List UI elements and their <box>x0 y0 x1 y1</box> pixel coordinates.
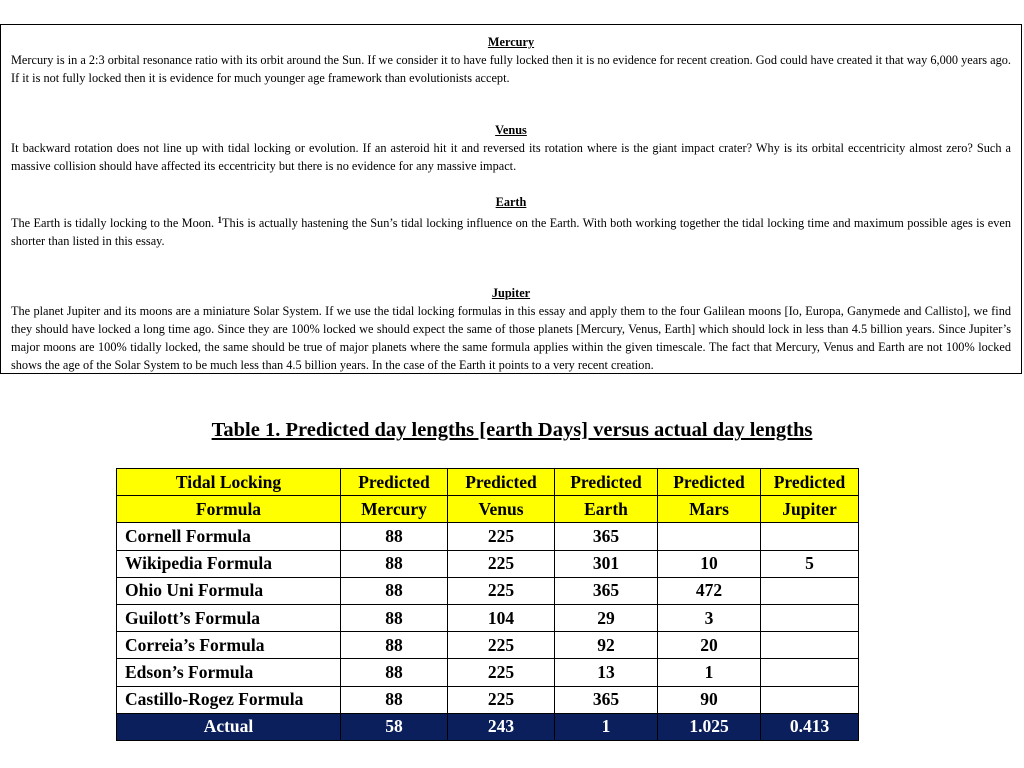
header-cell: Mars <box>658 496 761 523</box>
value-cell: 225 <box>448 550 555 577</box>
header-cell: Jupiter <box>761 496 859 523</box>
actual-value-cell: 1 <box>555 713 658 740</box>
day-length-table <box>116 468 859 741</box>
table-title: Table 1. Predicted day lengths [earth Days] versus actual day lengths <box>211 419 813 441</box>
value-cell <box>761 604 859 631</box>
header-row <box>117 469 859 496</box>
value-cell: 88 <box>341 604 448 631</box>
notes-box <box>0 24 1022 374</box>
value-cell: 1 <box>658 659 761 686</box>
header-cell: Predicted <box>448 469 555 496</box>
table-row <box>117 686 859 713</box>
value-cell: 225 <box>448 686 555 713</box>
value-cell: 88 <box>341 632 448 659</box>
header-cell: Predicted <box>555 469 658 496</box>
jupiter-title: Jupiter <box>491 286 531 300</box>
value-cell: 88 <box>341 523 448 550</box>
earth-body-before: The Earth is tidally locking to the Moon. <box>11 216 215 230</box>
value-cell: 92 <box>555 632 658 659</box>
formula-cell: Cornell Formula <box>117 523 341 550</box>
value-cell: 29 <box>555 604 658 631</box>
earth-body <box>11 211 1011 250</box>
value-cell: 301 <box>555 550 658 577</box>
header-cell: Predicted <box>341 469 448 496</box>
earth-title: Earth <box>495 195 527 209</box>
table-row <box>117 577 859 604</box>
formula-cell: Correia’s Formula <box>117 632 341 659</box>
value-cell: 88 <box>341 577 448 604</box>
actual-value-cell: 243 <box>448 713 555 740</box>
formula-cell: Castillo-Rogez Formula <box>117 686 341 713</box>
mercury-section <box>11 33 1011 87</box>
value-cell: 88 <box>341 659 448 686</box>
value-cell <box>761 577 859 604</box>
actual-row <box>117 713 859 740</box>
mercury-title: Mercury <box>487 35 535 49</box>
value-cell: 5 <box>761 550 859 577</box>
actual-value-cell: 1.025 <box>658 713 761 740</box>
value-cell: 365 <box>555 577 658 604</box>
header-cell: Predicted <box>658 469 761 496</box>
header-cell: Mercury <box>341 496 448 523</box>
actual-label-cell: Actual <box>117 713 341 740</box>
table-header <box>117 469 859 523</box>
actual-value-cell: 0.413 <box>761 713 859 740</box>
value-cell: 104 <box>448 604 555 631</box>
jupiter-section <box>11 284 1011 374</box>
venus-section <box>11 121 1011 175</box>
header-row <box>117 496 859 523</box>
header-cell: Formula <box>117 496 341 523</box>
value-cell: 225 <box>448 577 555 604</box>
earth-body-after: This is actually hastening the Sun’s tidal locking influence on the Earth. With both working together the tidal locking time and maximum possible ages is even shorter than listed in this essay. <box>11 216 1011 248</box>
value-cell <box>761 686 859 713</box>
header-cell: Earth <box>555 496 658 523</box>
mercury-body: Mercury is in a 2:3 orbital resonance ratio with its orbit around the Sun. If we consider it to have fully locked then it is no evidence for recent creation. God could have created it that way 6,000 years ago. If it is not fully locked then it is evidence for much younger age framework than evolutionists accept. <box>11 53 1011 85</box>
formula-cell: Edson’s Formula <box>117 659 341 686</box>
value-cell <box>761 523 859 550</box>
earth-section <box>11 193 1011 250</box>
venus-body: It backward rotation does not line up with tidal locking or evolution. If an asteroid hit it and reversed its rotation where is the giant impact crater? Why is its orbital eccentricity almost zero? Such a massive collision should have affected its eccentricity but there is no evidence for any massive impact. <box>11 141 1011 173</box>
value-cell <box>658 523 761 550</box>
value-cell: 88 <box>341 686 448 713</box>
value-cell: 10 <box>658 550 761 577</box>
table-row <box>117 550 859 577</box>
formula-cell: Guilott’s Formula <box>117 604 341 631</box>
table-row <box>117 523 859 550</box>
table-body <box>117 523 859 741</box>
venus-title: Venus <box>495 123 527 137</box>
table-row <box>117 604 859 631</box>
earth-footnote-marker: 1 <box>217 215 223 225</box>
value-cell <box>761 659 859 686</box>
value-cell: 365 <box>555 686 658 713</box>
value-cell: 88 <box>341 550 448 577</box>
value-cell: 13 <box>555 659 658 686</box>
value-cell: 365 <box>555 523 658 550</box>
header-cell: Venus <box>448 496 555 523</box>
value-cell: 225 <box>448 659 555 686</box>
value-cell: 90 <box>658 686 761 713</box>
value-cell: 225 <box>448 632 555 659</box>
actual-value-cell: 58 <box>341 713 448 740</box>
header-cell: Tidal Locking <box>117 469 341 496</box>
table-row <box>117 659 859 686</box>
formula-cell: Ohio Uni Formula <box>117 577 341 604</box>
value-cell: 3 <box>658 604 761 631</box>
jupiter-body: The planet Jupiter and its moons are a miniature Solar System. If we use the tidal locking formulas in this essay and apply them to the four Galilean moons [Io, Europa, Ganymede and Callisto], we find they should have locked a long time ago. Since they are 100% locked we should expect the same of those planets [Mercury, Venus, Earth] which should lock in less than 4.5 billion years. Since Jupiter’s major moons are 100% tidally locked, the same should be true of major planets where the same formula applies within the given timescale. The fact that Mercury, Venus and Earth are not 100% locked shows the age of the Solar System to be much less than 4.5 billion years. In the case of the Earth it points to a very recent creation. <box>11 304 1011 372</box>
value-cell: 225 <box>448 523 555 550</box>
formula-cell: Wikipedia Formula <box>117 550 341 577</box>
value-cell: 472 <box>658 577 761 604</box>
header-cell: Predicted <box>761 469 859 496</box>
value-cell <box>761 632 859 659</box>
value-cell: 20 <box>658 632 761 659</box>
table-row <box>117 632 859 659</box>
